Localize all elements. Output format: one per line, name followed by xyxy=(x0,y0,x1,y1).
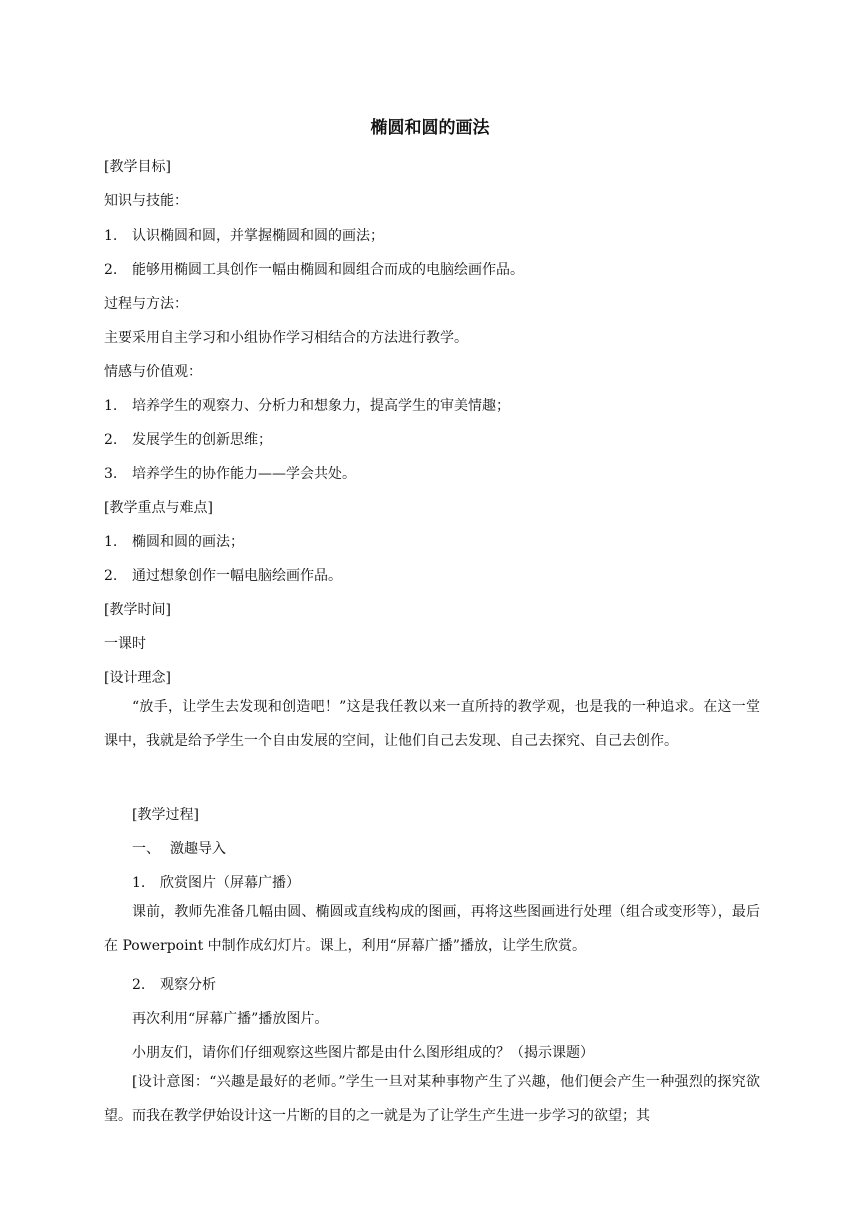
list-text: 能够用椭圆工具创作一幅由椭圆和圆组合而成的电脑绘画作品。 xyxy=(132,262,524,278)
list-text: 认识椭圆和圆，并掌握椭圆和圆的画法； xyxy=(132,228,384,244)
list-number: 1. xyxy=(104,398,118,414)
list-text: 培养学生的观察力、分析力和想象力，提高学生的审美情趣； xyxy=(132,398,510,414)
section-heading-key-points: [教学重点与难点] xyxy=(104,500,213,516)
list-item xyxy=(104,565,760,587)
list-item xyxy=(104,463,760,485)
subheading-emotion: 情感与价值观： xyxy=(104,364,202,380)
section-number: 一、 xyxy=(132,841,160,857)
section-item xyxy=(132,838,760,860)
list-number: 1. xyxy=(104,534,118,550)
paragraph: 一课时 xyxy=(104,636,146,652)
paragraph: 再次利用“屏幕广播”播放图片。 xyxy=(132,1011,329,1027)
paragraph: 主要采用自主学习和小组协作学习相结合的方法进行教学。 xyxy=(104,330,468,346)
list-item xyxy=(104,225,760,247)
list-number: 2. xyxy=(104,432,118,448)
section-heading-goals: [教学目标] xyxy=(104,159,171,175)
list-text: 通过想象创作一幅电脑绘画作品。 xyxy=(132,568,342,584)
list-item xyxy=(104,395,760,417)
design-intent-paragraph: [设计意图：“兴趣是最好的老师。”学生一旦对某种事物产生了兴趣，他们便会产生一种强烈的探究欲望。而我在教学伊始设计这一片断的目的之一就是为了让学生产生进一步学习的欲望；其 xyxy=(104,1074,760,1124)
list-text: 椭圆和圆的画法； xyxy=(132,534,244,550)
list-item xyxy=(132,872,760,894)
list-item xyxy=(104,259,760,281)
list-number: 1. xyxy=(132,875,146,891)
section-heading-concept: [设计理念] xyxy=(104,670,171,686)
concept-paragraph: “放手，让学生去发现和创造吧！”这是我任教以来一直所持的教学观，也是我的一种追求。在这一堂课中，我就是给予学生一个自由发展的空间，让他们自己去发现、自己去探究、自己去创作。 xyxy=(104,699,760,749)
list-text: 发展学生的创新思维； xyxy=(132,432,272,448)
paragraph: 小朋友们，请你们仔细观察这些图片都是由什么图形组成的？（揭示课题） xyxy=(132,1045,594,1061)
list-item xyxy=(132,974,760,996)
subheading-process: 过程与方法： xyxy=(104,296,188,312)
list-number: 2. xyxy=(104,262,118,278)
step1-paragraph: 课前，教师先准备几幅由圆、椭圆或直线构成的图画，再将这些图画进行处理（组合或变形等），最后在 Powerpoint 中制作成幻灯片。课上，利用“屏幕广播”播放，让学生欣赏。 xyxy=(104,904,760,954)
list-number: 1. xyxy=(104,228,118,244)
list-number: 2. xyxy=(104,568,118,584)
subheading-knowledge: 知识与技能： xyxy=(104,193,188,209)
section-heading-procedure: [教学过程] xyxy=(132,807,199,823)
list-number: 3. xyxy=(104,466,118,482)
list-text: 培养学生的协作能力——学会共处。 xyxy=(132,466,356,482)
list-text: 欣赏图片（屏幕广播） xyxy=(160,875,300,891)
list-text: 观察分析 xyxy=(160,977,216,993)
list-item xyxy=(104,531,760,553)
list-number: 2. xyxy=(132,977,146,993)
page-title: 椭圆和圆的画法 xyxy=(370,118,490,138)
section-text: 激趣导入 xyxy=(170,841,226,857)
list-item xyxy=(104,429,760,451)
section-heading-time: [教学时间] xyxy=(104,602,171,618)
